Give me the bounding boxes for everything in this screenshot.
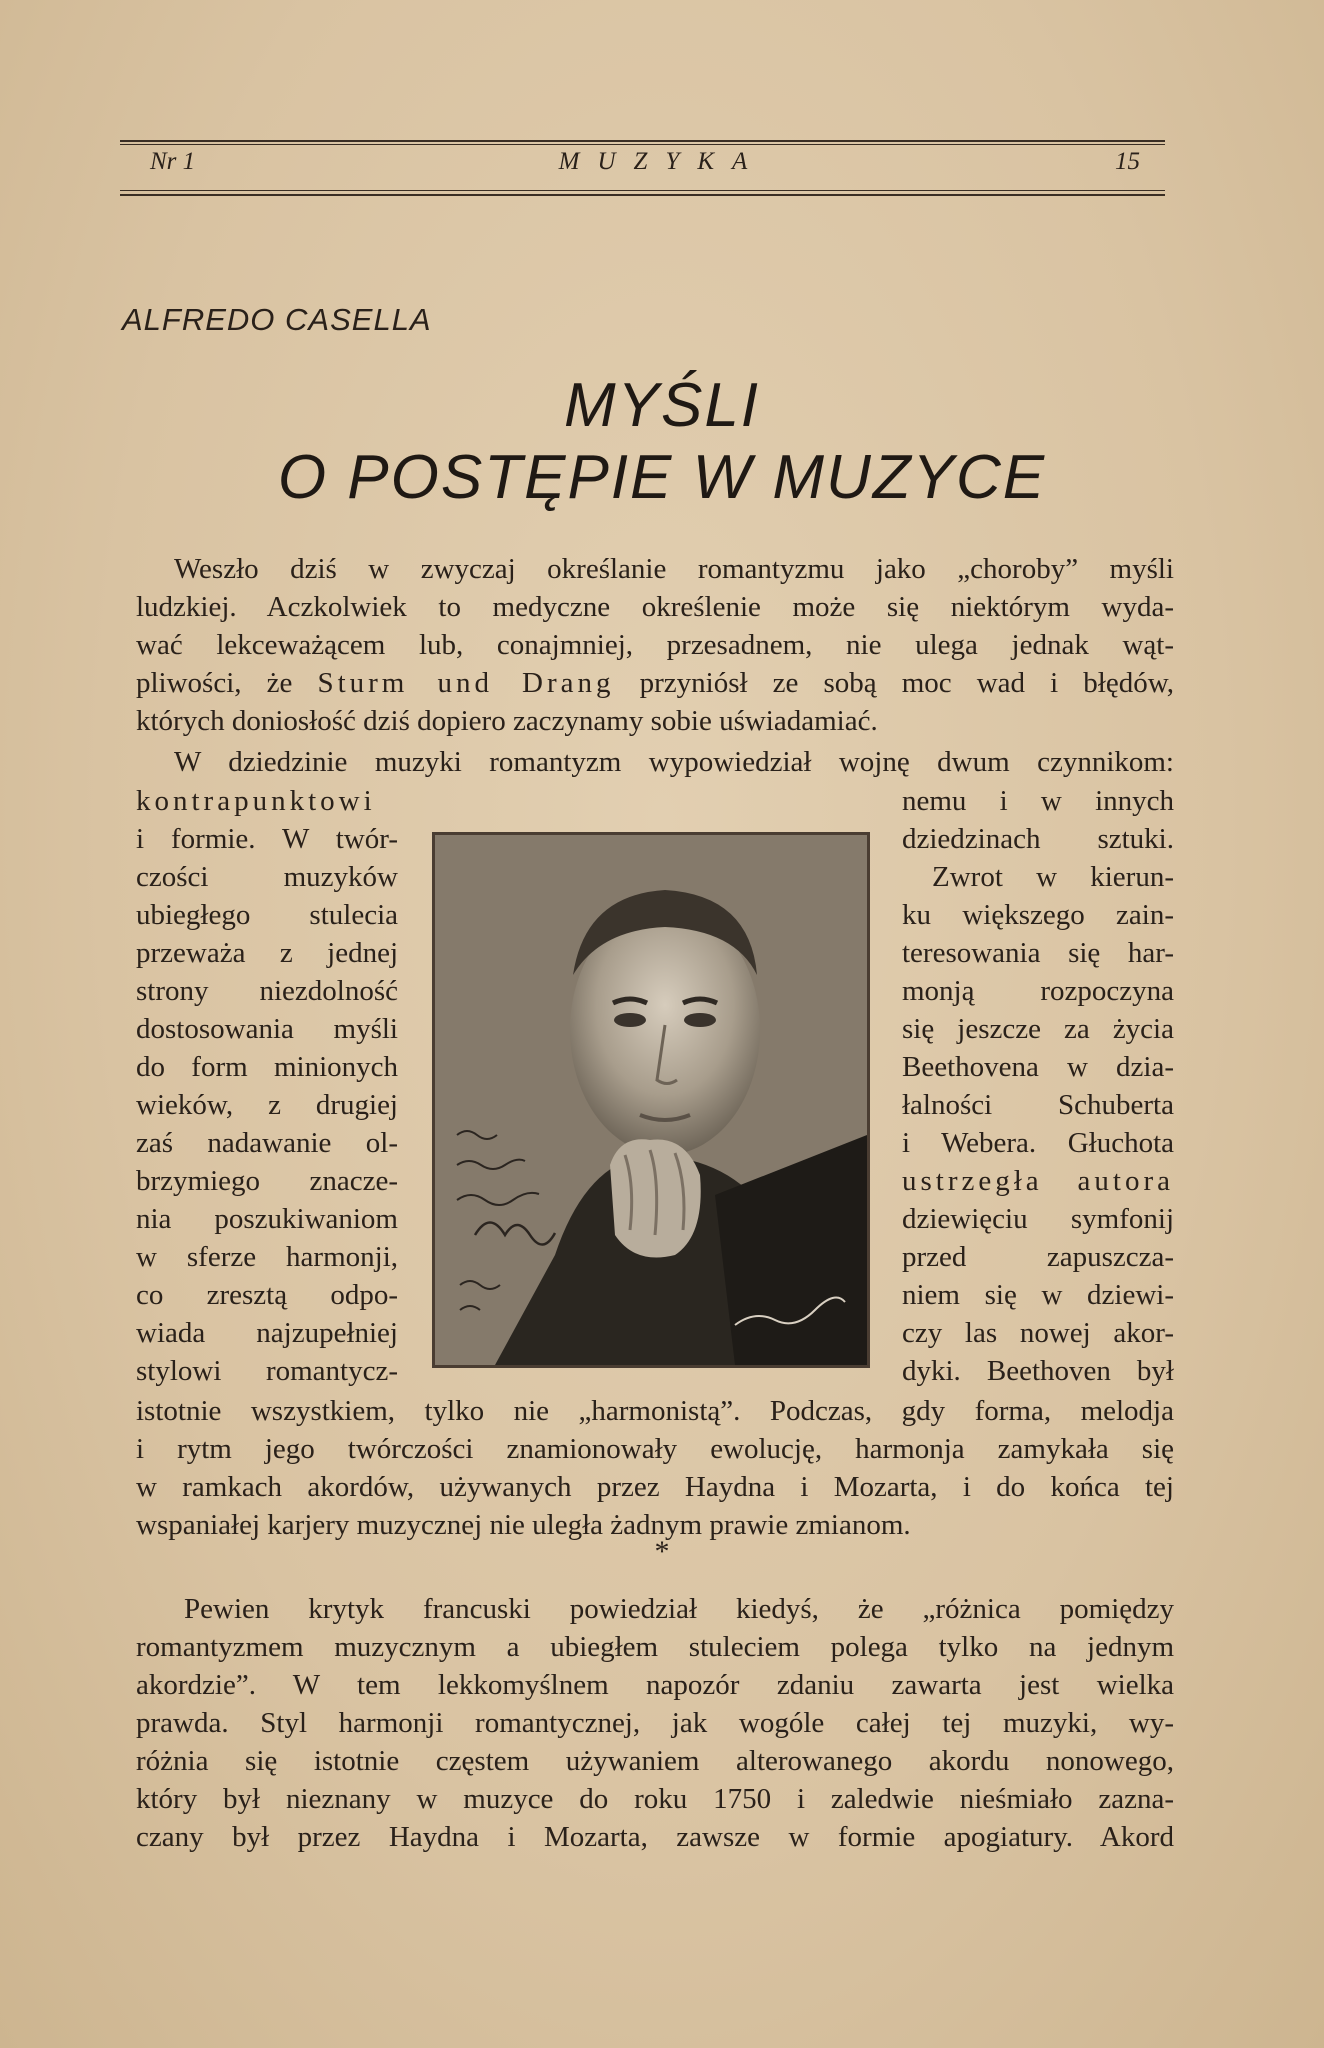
article-author: ALFREDO CASELLA xyxy=(122,302,432,337)
page-number: 15 xyxy=(1115,148,1140,175)
para1-line: Weszło dziś w zwyczaj określanie romantyzmu jako „choroby” myśli xyxy=(174,553,1174,585)
left-col-line: kontrapunktowi xyxy=(136,785,376,817)
para3-line: romantyzmem muzycznym a ubiegłem stuleciem polega tylko na jednym xyxy=(136,1631,1174,1663)
para3-line: Pewien krytyk francuski powiedział kiedyś, że „różnica pomiędzy xyxy=(184,1593,1174,1625)
para1-line: ludzkiej. Aczkolwiek to medyczne określenie może się niektórym wyda- xyxy=(136,591,1174,623)
right-col-line: niem się w dziewi- xyxy=(902,1279,1174,1311)
para1-line: których doniosłość dziś dopiero zaczynamy sobie uświadamiać. xyxy=(136,705,878,737)
text-span: pliwości, że xyxy=(136,667,293,699)
para3-line: różnia się istotnie częstem używaniem alterowanego akordu nonowego, xyxy=(136,1745,1174,1777)
para2-line: i rytm jego twórczości znamionowały ewolucję, harmonja zamykała się xyxy=(136,1433,1174,1465)
left-col-line: nia poszukiwaniom xyxy=(136,1203,398,1235)
right-col-line: przed zapuszcza- xyxy=(902,1241,1174,1273)
text-span: przyniósł ze sobą moc wad i błędów, xyxy=(639,667,1174,699)
para2-line: w ramkach akordów, używanych przez Haydna i Mozarta, i do końca tej xyxy=(136,1471,1174,1503)
left-col-line: wieków, z drugiej xyxy=(136,1089,398,1121)
right-col-line: Zwrot w kierun- xyxy=(932,861,1174,893)
para1-line xyxy=(136,664,1174,702)
left-col-line: i formie. W twór- xyxy=(136,823,398,855)
para3-line: czany był przez Haydna i Mozarta, zawsze w formie apogiatury. Akord xyxy=(136,1821,1174,1853)
left-col-line: do form minionych xyxy=(136,1051,398,1083)
left-col-line: stylowi romantycz- xyxy=(136,1355,398,1387)
left-col-line: zaś nadawanie ol- xyxy=(136,1127,398,1159)
left-col-line: w sferze harmonji, xyxy=(136,1241,398,1273)
right-col-line: dziedzinach sztuki. xyxy=(902,823,1174,855)
para1-line: wać lekceważącem lub, conajmniej, przesadnem, nie ulega jednak wąt- xyxy=(136,629,1174,661)
right-col-line: nemu i w innych xyxy=(902,785,1174,817)
header-rule-bottom-thin xyxy=(120,190,1165,191)
header-rule-bottom xyxy=(120,194,1165,196)
right-col-line: czy las nowej akor- xyxy=(902,1317,1174,1349)
para2-line: istotnie wszystkiem, tylko nie „harmonistą”. Podczas, gdy forma, melodja xyxy=(136,1395,1174,1427)
left-col-line: dostosowania myśli xyxy=(136,1013,398,1045)
para3-line: akordzie”. W tem lekkomyślnem napozór zdaniu zawarta jest wielka xyxy=(136,1669,1174,1701)
left-col-line: ubiegłego stulecia xyxy=(136,899,398,931)
portrait-illustration xyxy=(435,835,867,1365)
header-rule-top xyxy=(120,140,1165,142)
journal-name: MUZYKA xyxy=(558,148,766,175)
right-col-line: się jeszcze za życia xyxy=(902,1013,1174,1045)
section-separator: * xyxy=(654,1535,670,1568)
portrait-photo xyxy=(432,832,870,1368)
left-col-line: wiada najzupełniej xyxy=(136,1317,398,1349)
para3-line: który był nieznany w muzyce do roku 1750 i zaledwie nieśmiało zazna- xyxy=(136,1783,1174,1815)
right-col-line: ustrzegła autora xyxy=(902,1165,1174,1197)
para2-line: wspaniałej karjery muzycznej nie uległa żadnym prawie zmianom. xyxy=(136,1509,911,1541)
spaced-emphasis: Sturm und Drang xyxy=(317,667,615,699)
article-title-line-1: MYŚLI xyxy=(563,371,761,440)
right-col-line: i Webera. Głuchota xyxy=(902,1127,1174,1159)
para2-line: W dziedzinie muzyki romantyzm wypowiedział wojnę dwum czynnikom: xyxy=(174,746,1174,778)
left-col-line: strony niezdolność xyxy=(136,975,398,1007)
right-col-line: ku większego zain- xyxy=(902,899,1174,931)
left-col-line: przeważa z jednej xyxy=(136,937,398,969)
right-col-line: monją rozpoczyna xyxy=(902,975,1174,1007)
article-title-line-2: O POSTĘPIE W MUZYCE xyxy=(277,443,1047,512)
issue-number: Nr 1 xyxy=(150,148,196,175)
right-col-line: Beethovena w dzia- xyxy=(902,1051,1174,1083)
right-col-line: dziewięciu symfonij xyxy=(902,1203,1174,1235)
right-col-line: dyki. Beethoven był xyxy=(902,1355,1174,1387)
left-col-line: czości muzyków xyxy=(136,861,398,893)
left-col-line: brzymiego znacze- xyxy=(136,1165,398,1197)
right-col-line: łalności Schuberta xyxy=(902,1089,1174,1121)
para3-line: prawda. Styl harmonji romantycznej, jak wogóle całej tej muzyki, wy- xyxy=(136,1707,1174,1739)
header-rule-top-thin xyxy=(120,144,1165,145)
right-col-line: teresowania się har- xyxy=(902,937,1174,969)
left-col-line: co zresztą odpo- xyxy=(136,1279,398,1311)
